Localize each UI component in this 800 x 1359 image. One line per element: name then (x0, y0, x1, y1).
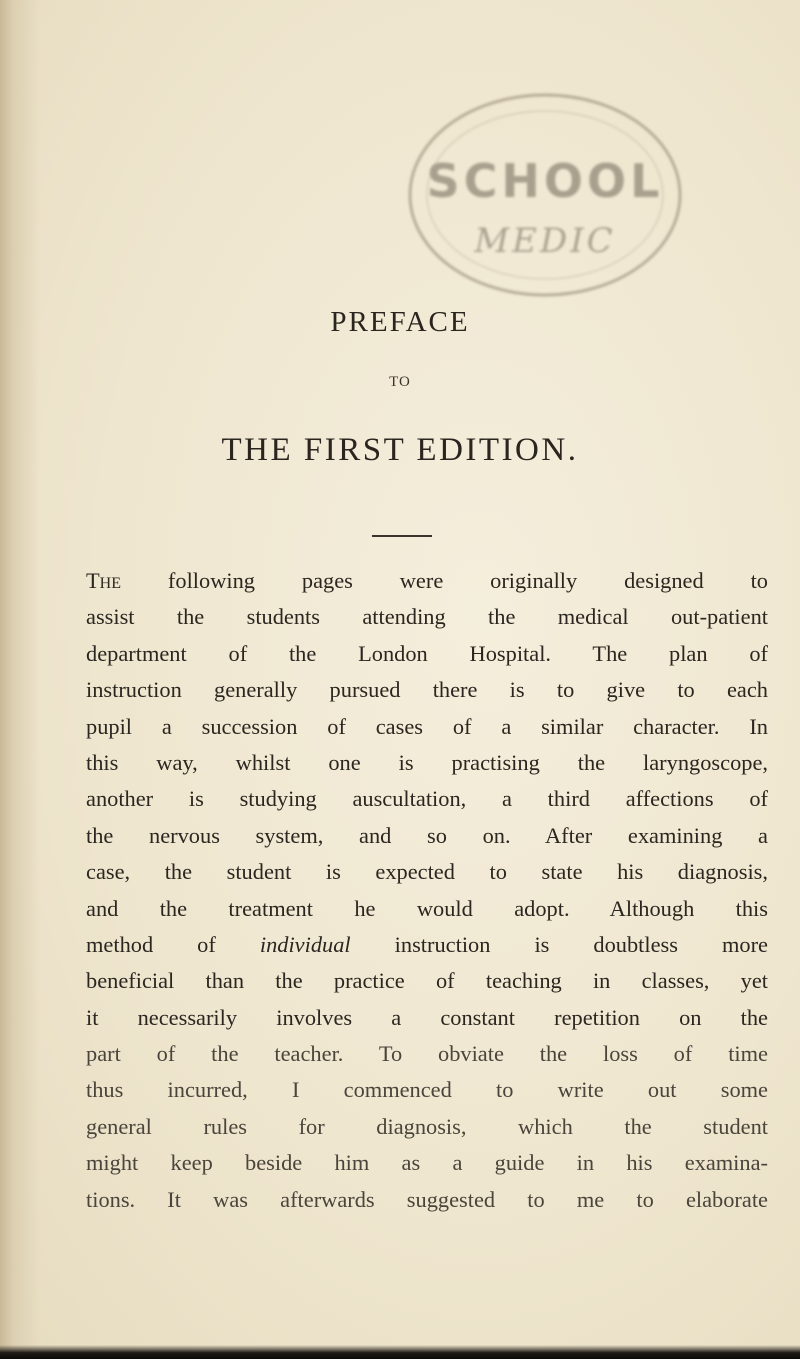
opening-word: The (86, 568, 122, 593)
text-line-rest: following pages were originally designed to (167, 568, 769, 593)
text-line: beneficial than the practice of teaching in classes, yet (86, 968, 768, 994)
text-line: the nervous system, and so on. After examining a (86, 822, 768, 848)
text-line: it necessarily involves a constant repetition on the (86, 1004, 768, 1030)
text-line: part of the teacher. To obviate the loss of time (86, 1041, 768, 1067)
preface-body (86, 563, 768, 1218)
text-line: this way, whilst one is practising the laryngoscope, (86, 749, 768, 775)
library-stamp (395, 60, 695, 320)
heading-rule (372, 535, 432, 537)
emphasis-word: individual (259, 931, 351, 957)
text-line (86, 563, 768, 599)
to-subheading: TO (389, 374, 411, 390)
stamp-text-top: SCHOOL (426, 154, 664, 208)
text-line: thus incurred, I commenced to write out some (86, 1077, 768, 1103)
text-segment: method of (86, 931, 216, 957)
text-line: tions. It was afterwards suggested to me to elaborate (86, 1186, 768, 1212)
text-line: instruction generally pursued there is to give to each (86, 677, 768, 703)
text-line: assist the students attending the medical out-patient (86, 604, 768, 630)
text-line: and the treatment he would adopt. Although this (86, 895, 768, 921)
text-line: might keep beside him as a guide in his examina- (86, 1150, 768, 1176)
text-line: pupil a succession of cases of a similar character. In (86, 713, 768, 739)
text-line: another is studying auscultation, a third affections of (86, 786, 768, 812)
text-line (86, 927, 768, 963)
text-line: case, the student is expected to state his diagnosis, (86, 859, 768, 885)
stamp-text-bottom: MEDIC (474, 221, 616, 261)
page-bottom-edge (0, 1345, 800, 1359)
page-gutter-shadow (0, 0, 40, 1359)
text-segment: instruction is doubtless more (394, 931, 768, 957)
preface-heading: PREFACE (330, 306, 470, 338)
edition-heading: THE FIRST EDITION. (221, 432, 579, 468)
text-line: general rules for diagnosis, which the student (86, 1113, 768, 1139)
text-line: department of the London Hospital. The plan of (86, 640, 768, 666)
